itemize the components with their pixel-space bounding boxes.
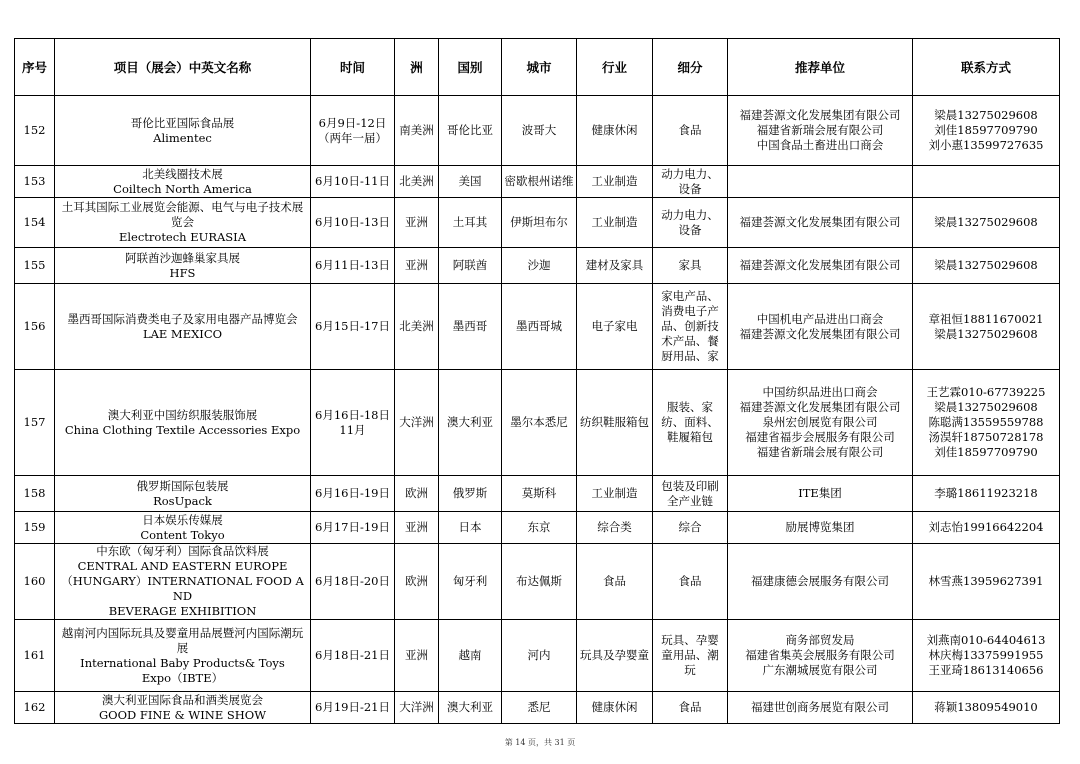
- table-row: [15, 284, 1060, 370]
- cell-name-line: Alimentec: [153, 130, 212, 145]
- cell-contact-line: 陈聪满13559559788: [928, 415, 1044, 429]
- cell-recommender-line: 福建荟源文化发展集团有限公司: [739, 215, 901, 229]
- cell-name: [55, 692, 311, 724]
- cell-industry: 工业制造: [577, 166, 653, 198]
- table-body: [15, 96, 1060, 724]
- cell-contact-line: 刘佳18597709790: [934, 445, 1038, 459]
- cell-time: 6月10日-13日: [311, 198, 395, 248]
- table-row: [15, 96, 1060, 166]
- cell-country: 土耳其: [439, 198, 502, 248]
- cell-recommender: [728, 620, 913, 692]
- col-header-contact: 联系方式: [913, 39, 1060, 96]
- cell-no: 160: [15, 544, 55, 620]
- cell-contact: [913, 476, 1060, 512]
- col-header-no: 序号: [15, 39, 55, 96]
- cell-continent: 亚洲: [395, 620, 439, 692]
- cell-name: [55, 370, 311, 476]
- cell-recommender-line: 福建省新瑞会展有限公司: [756, 123, 884, 137]
- cell-contact-line: 梁晨13275029608: [934, 215, 1038, 229]
- cell-name-line: 中东欧（匈牙利）国际食品饮料展: [96, 544, 269, 558]
- cell-recommender: [728, 248, 913, 284]
- cell-segment: 综合: [653, 512, 728, 544]
- cell-name: [55, 248, 311, 284]
- cell-recommender-line: 福建荟源文化发展集团有限公司: [739, 400, 901, 414]
- cell-no: 161: [15, 620, 55, 692]
- col-header-industry: 行业: [577, 39, 653, 96]
- cell-contact-line: 梁晨13275029608: [934, 400, 1038, 414]
- cell-contact-line: 王艺霖010-67739225: [926, 385, 1046, 399]
- cell-country: 日本: [439, 512, 502, 544]
- cell-contact-line: 梁晨13275029608: [934, 326, 1038, 341]
- cell-segment: 食品: [653, 96, 728, 166]
- cell-recommender-line: 福建康德会展服务有限公司: [751, 574, 889, 588]
- cell-contact-line: 汤淏轩18750728178: [928, 430, 1044, 444]
- cell-recommender: [728, 476, 913, 512]
- cell-no: 157: [15, 370, 55, 476]
- cell-no: 152: [15, 96, 55, 166]
- cell-contact: [913, 370, 1060, 476]
- cell-time: 6月9日-12日（两年一届）: [311, 96, 395, 166]
- cell-name-line: International Baby Products& Toys: [80, 655, 285, 670]
- cell-city: 悉尼: [502, 692, 577, 724]
- cell-name-line: Expo（IBTE）: [141, 670, 224, 685]
- table-row: [15, 198, 1060, 248]
- cell-contact: [913, 544, 1060, 620]
- cell-country: 越南: [439, 620, 502, 692]
- cell-contact-line: 梁晨13275029608: [934, 258, 1038, 272]
- cell-contact-line: 章祖恒18811670021: [928, 311, 1044, 326]
- cell-city: 伊斯坦布尔: [502, 198, 577, 248]
- cell-recommender-line: 中国机电产品进出口商会: [756, 311, 884, 326]
- col-header-name: 项目（展会）中英文名称: [55, 39, 311, 96]
- cell-contact: [913, 692, 1060, 724]
- cell-recommender-line: 广东潮城展览有限公司: [762, 663, 878, 677]
- cell-contact-line: 李璐18611923218: [934, 486, 1038, 500]
- cell-recommender: [728, 370, 913, 476]
- cell-time: 6月10日-11日: [311, 166, 395, 198]
- cell-recommender-line: 福建省福步会展服务有限公司: [745, 430, 895, 444]
- cell-name-line: CENTRAL AND EASTERN EUROPE: [77, 559, 288, 573]
- cell-continent: 欧洲: [395, 476, 439, 512]
- cell-name: [55, 96, 311, 166]
- cell-name: [55, 198, 311, 248]
- page-footer: 第 14 页，共 31 页: [504, 738, 576, 747]
- cell-name-line: China Clothing Textile Accessories Expo: [64, 422, 301, 437]
- table-row: [15, 692, 1060, 724]
- cell-no: 162: [15, 692, 55, 724]
- cell-no: 153: [15, 166, 55, 198]
- header-row: [15, 39, 1060, 96]
- cell-contact-line: 王亚琦18613140656: [928, 663, 1044, 677]
- cell-continent: 亚洲: [395, 198, 439, 248]
- cell-name: [55, 476, 311, 512]
- cell-recommender: [728, 198, 913, 248]
- cell-contact: [913, 620, 1060, 692]
- cell-industry: 健康休闲: [577, 96, 653, 166]
- cell-contact-line: 刘志怡19916642204: [928, 520, 1044, 534]
- cell-city: 波哥大: [502, 96, 577, 166]
- cell-no: 155: [15, 248, 55, 284]
- cell-no: 154: [15, 198, 55, 248]
- cell-recommender: [728, 544, 913, 620]
- cell-time: 6月11日-13日: [311, 248, 395, 284]
- cell-name: [55, 620, 311, 692]
- cell-recommender-line: 福建世创商务展览有限公司: [751, 700, 889, 714]
- cell-country: 哥伦比亚: [439, 96, 502, 166]
- cell-time: 6月18日-20日: [311, 544, 395, 620]
- cell-city: 沙迦: [502, 248, 577, 284]
- table-row: [15, 544, 1060, 620]
- cell-continent: 北美洲: [395, 284, 439, 370]
- table-row: [15, 370, 1060, 476]
- table-row: [15, 248, 1060, 284]
- cell-name-line: 阿联酋沙迦蜂巢家具展: [125, 250, 240, 265]
- cell-industry: 工业制造: [577, 198, 653, 248]
- table-row: [15, 620, 1060, 692]
- cell-city: 莫斯科: [502, 476, 577, 512]
- cell-contact: [913, 198, 1060, 248]
- cell-contact: [913, 96, 1060, 166]
- cell-name-line: BEVERAGE EXHIBITION: [108, 604, 257, 618]
- cell-continent: 南美洲: [395, 96, 439, 166]
- cell-time: 6月15日-17日: [311, 284, 395, 370]
- cell-city: 密歇根州诺维: [502, 166, 577, 198]
- cell-country: 墨西哥: [439, 284, 502, 370]
- cell-no: 156: [15, 284, 55, 370]
- cell-city: 墨西哥城: [502, 284, 577, 370]
- cell-recommender-line: 福建荟源文化发展集团有限公司: [739, 326, 901, 341]
- cell-name-line: Electrotech EURASIA: [118, 230, 247, 244]
- cell-segment: 食品: [653, 544, 728, 620]
- cell-recommender: [728, 284, 913, 370]
- cell-name-line: 土耳其国际工业展览会能源、电气与电子技术展览会: [61, 200, 304, 229]
- cell-name-line: HFS: [169, 265, 196, 280]
- cell-continent: 北美洲: [395, 166, 439, 198]
- col-header-city: 城市: [502, 39, 577, 96]
- cell-recommender-line: 福建荟源文化发展集团有限公司: [739, 258, 901, 272]
- cell-recommender: [728, 166, 913, 198]
- cell-name-line: 俄罗斯国际包装展: [136, 478, 229, 493]
- cell-city: 墨尔本悉尼: [502, 370, 577, 476]
- cell-contact-line: 蒋颖13809549010: [934, 700, 1038, 714]
- cell-contact-line: 刘佳18597709790: [934, 123, 1038, 137]
- cell-name-line: Coiltech North America: [113, 181, 252, 196]
- exhibition-table: [14, 38, 1060, 724]
- cell-recommender-line: 福建省新瑞会展有限公司: [756, 445, 884, 459]
- cell-time: 6月16日-18日11月: [311, 370, 395, 476]
- cell-name-line: GOOD FINE & WINE SHOW: [98, 707, 267, 722]
- cell-continent: 亚洲: [395, 512, 439, 544]
- cell-segment: 家电产品、消费电子产品、创新技术产品、餐厨用品、家: [653, 284, 728, 370]
- cell-segment: 包装及印刷全产业链: [653, 476, 728, 512]
- col-header-continent: 洲: [395, 39, 439, 96]
- cell-name-line: 澳大利亚中国纺织服装服饰展: [107, 407, 258, 422]
- cell-city: 布达佩斯: [502, 544, 577, 620]
- cell-name-line: 越南河内国际玩具及婴童用品展暨河内国际潮玩展: [61, 625, 304, 655]
- cell-country: 澳大利亚: [439, 692, 502, 724]
- cell-segment: 服装、家纺、面料、鞋履箱包: [653, 370, 728, 476]
- table-row: [15, 476, 1060, 512]
- cell-contact-line: 林雪燕13959627391: [928, 574, 1044, 588]
- cell-name: [55, 284, 311, 370]
- cell-country: 美国: [439, 166, 502, 198]
- cell-continent: 亚洲: [395, 248, 439, 284]
- cell-name-line: 日本娱乐传媒展: [142, 512, 223, 527]
- cell-recommender-line: 中国食品土畜进出口商会: [756, 138, 884, 152]
- cell-time: 6月17日-19日: [311, 512, 395, 544]
- cell-time: 6月18日-21日: [311, 620, 395, 692]
- cell-name-line: Content Tokyo: [140, 527, 225, 542]
- cell-name: [55, 166, 311, 198]
- cell-country: 阿联酋: [439, 248, 502, 284]
- cell-industry: 工业制造: [577, 476, 653, 512]
- cell-contact-line: 刘燕南010-64404613: [926, 633, 1046, 647]
- cell-name-line: 哥伦比亚国际食品展: [130, 115, 235, 130]
- cell-name-line: 墨西哥国际消费类电子及家用电器产品博览会: [67, 311, 298, 326]
- cell-recommender-line: 励展博览集团: [785, 520, 855, 534]
- exhibition-table-wrapper: [14, 38, 1059, 724]
- cell-industry: 综合类: [577, 512, 653, 544]
- cell-industry: 建材及家具: [577, 248, 653, 284]
- cell-segment: 家具: [653, 248, 728, 284]
- cell-contact: [913, 284, 1060, 370]
- cell-contact-line: 刘小惠13599727635: [928, 138, 1044, 152]
- cell-industry: 玩具及孕婴童: [577, 620, 653, 692]
- cell-name-line: 澳大利亚国际食品和酒类展览会: [102, 692, 263, 707]
- cell-contact: [913, 248, 1060, 284]
- cell-recommender-line: 福建荟源文化发展集团有限公司: [739, 108, 901, 122]
- cell-industry: 电子家电: [577, 284, 653, 370]
- cell-continent: 大洋洲: [395, 370, 439, 476]
- cell-city: 东京: [502, 512, 577, 544]
- cell-industry: 食品: [577, 544, 653, 620]
- col-header-time: 时间: [311, 39, 395, 96]
- cell-name: [55, 544, 311, 620]
- cell-segment: 玩具、孕婴童用品、潮玩: [653, 620, 728, 692]
- col-header-recommender: 推荐单位: [728, 39, 913, 96]
- cell-city: 河内: [502, 620, 577, 692]
- cell-continent: 欧洲: [395, 544, 439, 620]
- cell-time: 6月16日-19日: [311, 476, 395, 512]
- cell-contact: [913, 166, 1060, 198]
- cell-name: [55, 512, 311, 544]
- cell-recommender-line: 泉州宏创展览有限公司: [762, 415, 878, 429]
- cell-segment: 动力电力、设备: [653, 198, 728, 248]
- cell-name-line: 北美线圈技术展: [142, 166, 223, 181]
- cell-contact-line: 梁晨13275029608: [934, 108, 1038, 122]
- cell-recommender-line: ITE集团: [798, 486, 842, 500]
- cell-name-line: LAE MEXICO: [142, 326, 223, 341]
- col-header-segment: 细分: [653, 39, 728, 96]
- cell-country: 澳大利亚: [439, 370, 502, 476]
- cell-recommender: [728, 692, 913, 724]
- cell-recommender-line: 福建省集英会展服务有限公司: [745, 648, 895, 662]
- cell-country: 匈牙利: [439, 544, 502, 620]
- cell-recommender: [728, 96, 913, 166]
- cell-contact: [913, 512, 1060, 544]
- cell-industry: 纺织鞋服箱包: [577, 370, 653, 476]
- cell-recommender-line: 中国纺织品进出口商会: [762, 385, 878, 399]
- cell-contact-line: 林庆梅13375991955: [928, 648, 1044, 662]
- cell-no: 158: [15, 476, 55, 512]
- cell-segment: 食品: [653, 692, 728, 724]
- cell-country: 俄罗斯: [439, 476, 502, 512]
- col-header-country: 国别: [439, 39, 502, 96]
- cell-industry: 健康休闲: [577, 692, 653, 724]
- cell-segment: 动力电力、设备: [653, 166, 728, 198]
- cell-name-line: （HUNGARY）INTERNATIONAL FOOD AND: [61, 574, 304, 603]
- table-row: [15, 166, 1060, 198]
- cell-time: 6月19日-21日: [311, 692, 395, 724]
- cell-recommender-line: 商务部贸发局: [785, 633, 855, 647]
- cell-continent: 大洋洲: [395, 692, 439, 724]
- cell-no: 159: [15, 512, 55, 544]
- cell-recommender: [728, 512, 913, 544]
- cell-name-line: RosUpack: [153, 493, 212, 508]
- table-row: [15, 512, 1060, 544]
